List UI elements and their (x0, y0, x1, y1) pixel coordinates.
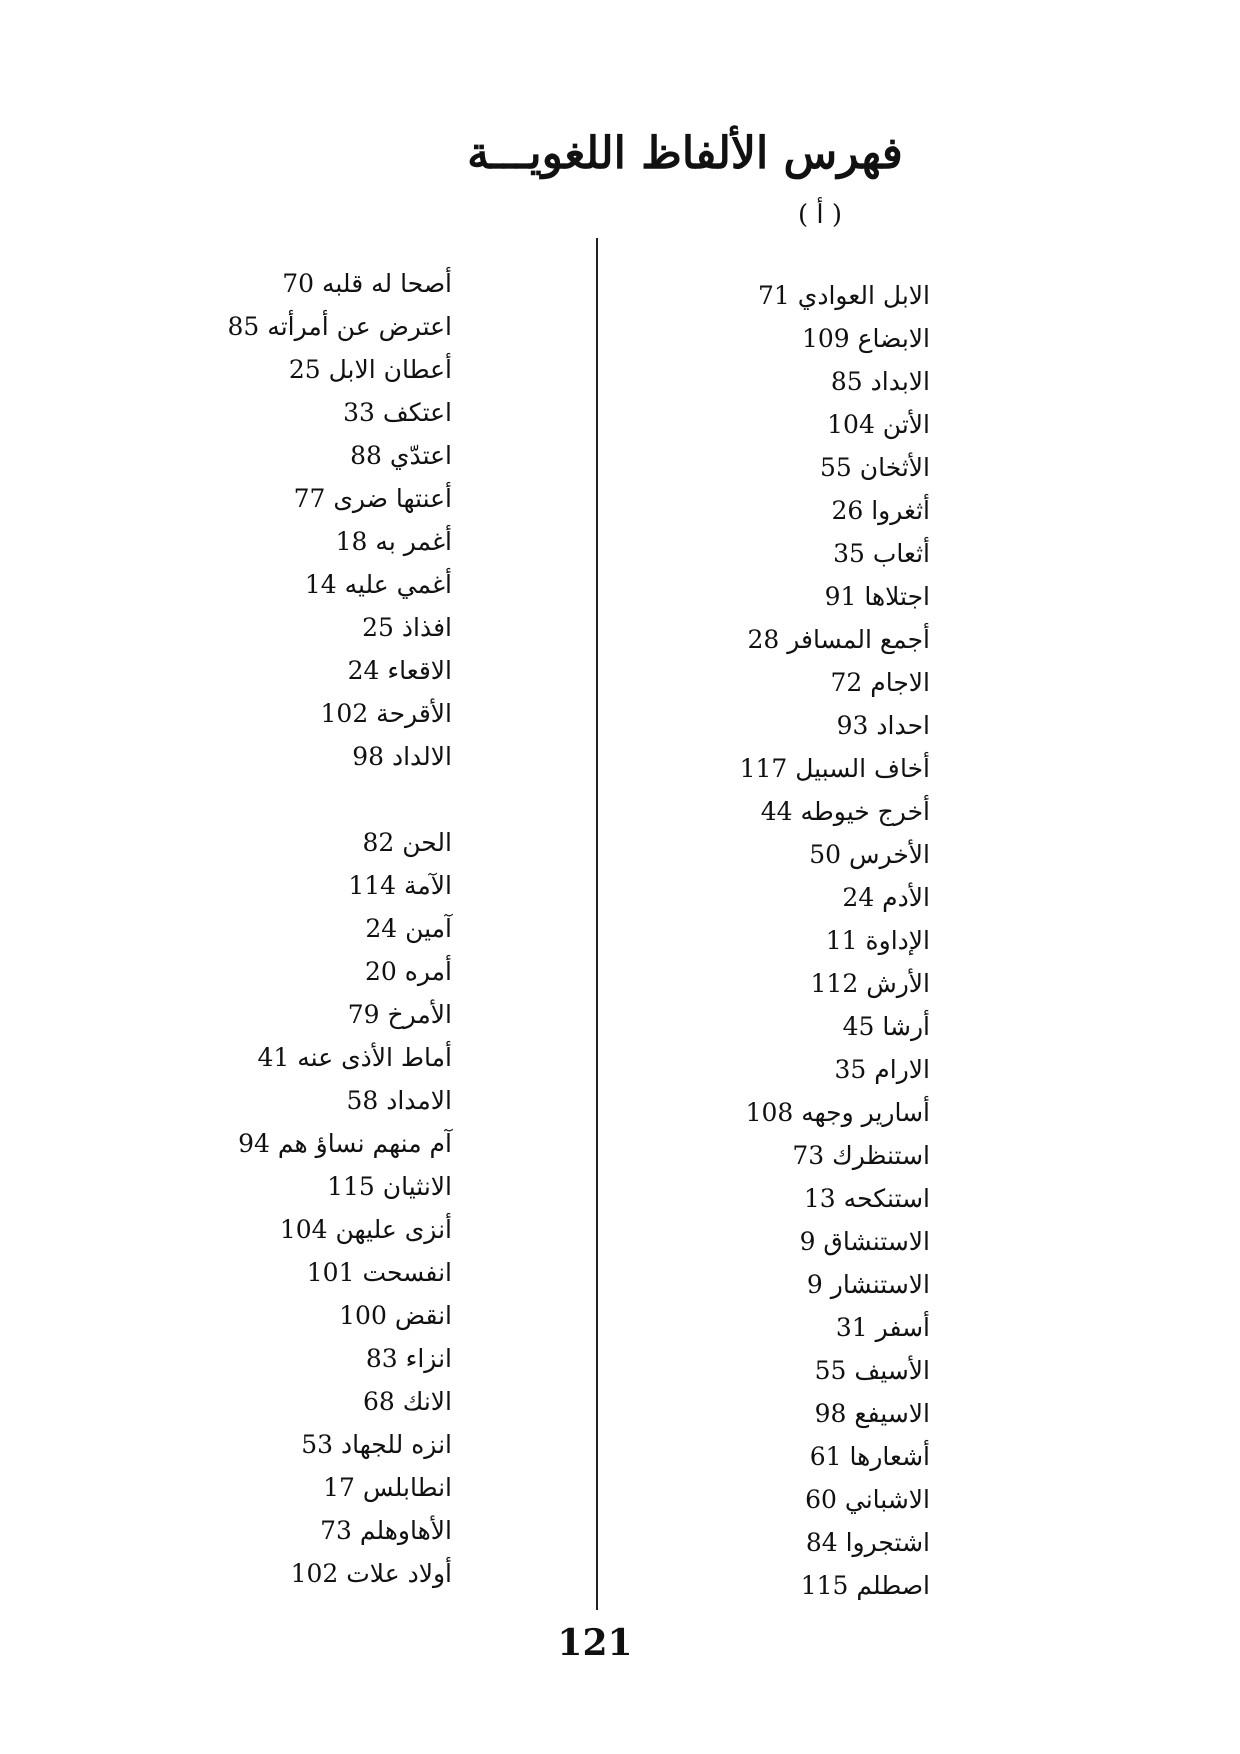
index-entry: أشعارها 61 (809, 1442, 930, 1471)
index-entry: الابداد 85 (830, 367, 930, 396)
index-entry: الامداد 58 (346, 1086, 452, 1115)
index-entry: انزه للجهاد 53 (301, 1430, 452, 1459)
index-entry: الابل العوادي 71 (758, 281, 930, 310)
index-entry: أسفر 31 (835, 1313, 930, 1342)
index-entry: اعتدّي 88 (350, 441, 452, 470)
index-entry: أجمع المسافر 28 (747, 625, 930, 654)
index-column-right (630, 274, 930, 1607)
index-entry: أماط الأذى عنه 41 (257, 1043, 452, 1072)
column-divider (596, 238, 598, 1610)
index-entry: الاستنشاق 9 (799, 1227, 930, 1256)
index-entry: أنزى عليهن 104 (279, 1215, 452, 1244)
index-entry: أغمي عليه 14 (304, 570, 452, 599)
index-entry: اعتكف 33 (343, 398, 452, 427)
index-entry: الإداوة 11 (825, 926, 930, 955)
index-entry: الأخرس 50 (809, 840, 930, 869)
index-entry: اصطلم 115 (800, 1571, 930, 1600)
index-entry: الأقرحة 102 (320, 699, 452, 728)
index-entry: أصحا له قلبه 70 (282, 269, 452, 298)
index-entry: الأرش 112 (810, 969, 930, 998)
index-column-left (152, 262, 452, 1595)
index-entry: الانك 68 (363, 1387, 452, 1416)
index-entry: الآمة 114 (348, 871, 452, 900)
index-entry: آم منهم نساؤ هم 94 (238, 1129, 452, 1158)
index-entry: آمين 24 (365, 914, 452, 943)
index-entry: الأثخان 55 (819, 453, 930, 482)
index-entry: اشتجروا 84 (805, 1528, 930, 1557)
index-entry: الحن 82 (362, 828, 452, 857)
index-entry: الارام 35 (834, 1055, 930, 1084)
index-entry: الابضاع 109 (801, 324, 930, 353)
index-entry: الأمرخ 79 (347, 1000, 452, 1029)
index-entry: الالداد 98 (352, 742, 452, 771)
index-entry: الاشباني 60 (805, 1485, 930, 1514)
index-entry: أعنتها ضرى 77 (293, 484, 452, 513)
index-entry: الأدم 24 (842, 883, 930, 912)
index-entry: انقض 100 (339, 1301, 452, 1330)
section-letter-heading: ( أ ) (797, 200, 843, 230)
index-entry: استنظرك 73 (792, 1141, 930, 1170)
index-entry: الأتن 104 (827, 410, 930, 439)
index-entry: أخاف السبيل 117 (739, 754, 930, 783)
index-entry: الاسيفع 98 (814, 1399, 930, 1428)
index-entry: أثغروا 26 (831, 496, 930, 525)
index-entry: الاجام 72 (830, 668, 930, 697)
index-entry: أمره 20 (365, 957, 452, 986)
index-entry: أغمر به 18 (335, 527, 452, 556)
index-entry: أثعاب 35 (833, 539, 930, 568)
index-entry: اجتلاها 91 (824, 582, 930, 611)
index-entry: الانثيان 115 (327, 1172, 452, 1201)
index-entry: انفسحت 101 (306, 1258, 452, 1287)
index-entry: انزاء 83 (365, 1344, 452, 1373)
index-entry: الأهاوهلم 73 (320, 1516, 452, 1545)
index-entry: افذاذ 25 (362, 613, 452, 642)
index-entry: اعترض عن أمرأته 85 (227, 312, 452, 341)
index-entry: استنكحه 13 (803, 1184, 930, 1213)
index-entry: أخرج خيوطه 44 (760, 797, 930, 826)
index-entry: الاقعاء 24 (347, 656, 452, 685)
page-title: فهرس الألفاظ اللغويـــة (467, 128, 903, 179)
index-entry: الأسيف 55 (814, 1356, 930, 1385)
index-entry: أسارير وجهه 108 (745, 1098, 930, 1127)
index-entry: أولاد علات 102 (290, 1559, 452, 1588)
index-entry: الاستنشار 9 (806, 1270, 930, 1299)
index-entry: انطابلس 17 (323, 1473, 452, 1502)
group-spacer (152, 778, 452, 821)
index-entry: احداد 93 (836, 711, 930, 740)
index-entry: أرشا 45 (842, 1012, 930, 1041)
page-number: 121 (557, 1622, 633, 1664)
index-entry: أعطان الابل 25 (288, 355, 452, 384)
